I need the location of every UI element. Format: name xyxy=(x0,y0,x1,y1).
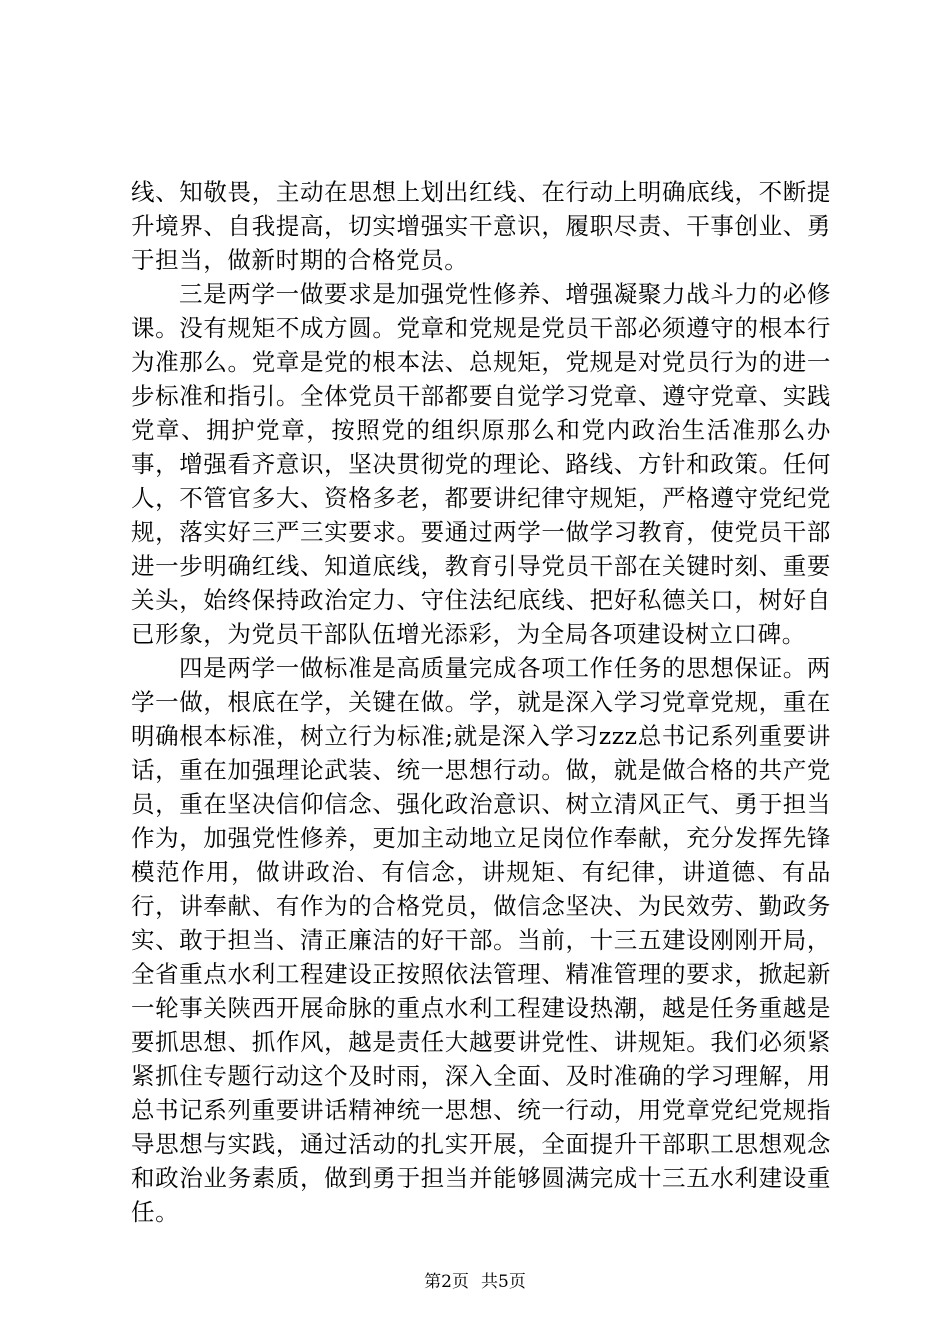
page-total: 共5页 xyxy=(481,1272,526,1292)
paragraph-continuation: 线、知敬畏，主动在思想上划出红线、在行动上明确底线，不断提升境界、自我提高，切实增强实干意识，履职尽责、干事创业、勇于担当，做新时期的合格党员。 xyxy=(131,178,831,274)
page-number: 第2页 xyxy=(424,1272,469,1292)
page-footer xyxy=(0,1272,950,1292)
paragraph-point-three: 三是两学一做要求是加强党性修养、增强凝聚力战斗力的必修课。没有规矩不成方圆。党章和党规是党员干部必须遵守的根本行为准那么。党章是党的根本法、总规矩，党规是对党员行为的进一步标准和指引。全体党员干部都要自觉学习党章、遵守党章、实践党章、拥护党章，按照党的组织原那么和党内政治生活准那么办事，增强看齐意识，坚决贯彻党的理论、路线、方针和政策。任何人，不管官多大、资格多老，都要讲纪律守规矩，严格遵守党纪党规，落实好三严三实要求。要通过两学一做学习教育，使党员干部进一步明确红线、知道底线，教育引导党员干部在关键时刻、重要关头，始终保持政治定力、守住法纪底线、把好私德关口，树好自已形象，为党员干部队伍增光添彩，为全局各项建设树立口碑。 xyxy=(131,280,831,648)
document-body xyxy=(131,175,831,1229)
paragraph-point-four: 四是两学一做标准是高质量完成各项工作任务的思想保证。两学一做，根底在学，关键在做。学，就是深入学习党章党规，重在明确根本标准，树立行为标准;就是深入学习zzz总书记系列重要讲话，重在加强理论武装、统一思想行动。做，就是做合格的共产党员，重在坚决信仰信念、强化政治意识、树立清风正气、勇于担当作为，加强党性修养，更加主动地立足岗位作奉献，充分发挥先锋模范作用，做讲政治、有信念，讲规矩、有纪律，讲道德、有品行，讲奉献、有作为的合格党员，做信念坚决、为民效劳、勤政务实、敢于担当、清正廉洁的好干部。当前，十三五建设刚刚开局，全省重点水利工程建设正按照依法管理、精准管理的要求，掀起新一轮事关陕西开展命脉的重点水利工程建设热潮，越是任务重越是要抓思想、抓作风，越是责任大越要讲党性、讲规矩。我们必须紧紧抓住专题行动这个及时雨，深入全面、及时准确的学习理解，用总书记系列重要讲话精神统一思想、统一行动，用党章党纪党规指导思想与实践，通过活动的扎实开展，全面提升干部职工思想观念和政治业务素质，做到勇于担当并能够圆满完成十三五水利建设重任。 xyxy=(131,654,831,1226)
